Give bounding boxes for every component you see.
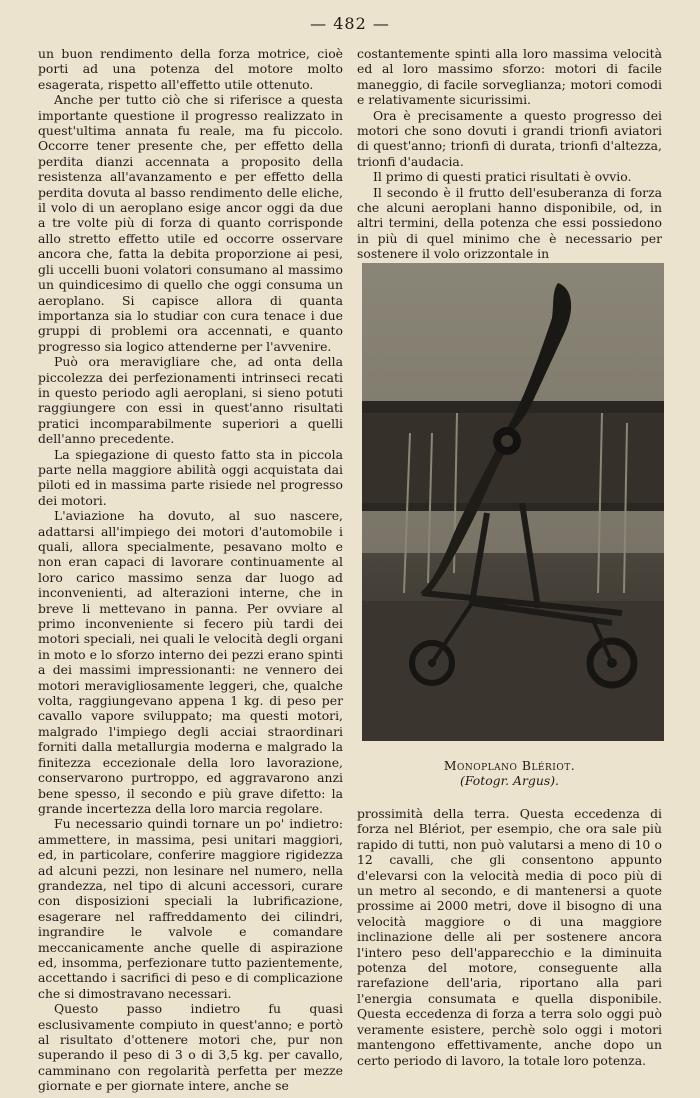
paragraph: Il secondo è il frutto dell'esuberanza di forza che alcuni aeroplani hanno disponibile, od, in altri termini, della potenza che essi possiedono in più di quel minimo che è necessario per sostenere il volo orizzontale in [357, 184, 662, 262]
paragraph: Fu necessario quindi tornare un po' indietro: ammettere, in massima, pesi unitari maggiori, ed, in particolare, conferire maggiore rigidezza ad alcuni pezzi, non lesinare nel numero, nella grandezza, nel tipo di alcuni accessori, curare con disposizioni speciali la lubrificazione, esagerare nel raffreddamento dei cilindri, ingrandire le valvole e comandare meccanicamente anche quelle di aspirazione ed, insomma, perfezionare tutto pazientemente, accettando i sacrifici di peso e di complicazione che si dimostravano necessari. [38, 816, 343, 1001]
right-column-top [357, 46, 662, 262]
paragraph: Può ora meravigliare che, ad onta della piccolezza dei perfezionamenti intrinseci recati in questo periodo agli aeroplani, si sieno potuti raggiungere con essi in quest'anno risultati pratici incomparabilmente superiori a quelli dell'anno precedente. [38, 354, 343, 447]
paragraph: costantemente spinti alla loro massima velocità ed al loro massimo sforzo: motori di facile maneggio, di facile sorveglianza; motori comodi e relativamente sicurissimi. [357, 46, 662, 108]
paragraph: Ora è precisamente a questo progresso dei motori che sono dovuti i grandi trionfi aviatori di quest'anno; trionfi di durata, trionfi d'altezza, trionfi d'audacia. [357, 107, 662, 169]
paragraph: un buon rendimento della forza motrice, cioè porti ad una potenza del motore molto esagerata, rispetto all'effetto utile ottenuto. [38, 46, 343, 92]
page-number: — 482 — [310, 14, 390, 33]
left-column [38, 46, 343, 1094]
paragraph: La spiegazione di questo fatto sta in piccola parte nella maggiore abilità oggi acquistata dai piloti ed in massima parte risiede nel progresso dei motori. [38, 446, 343, 508]
right-column-bottom [357, 806, 662, 1068]
paragraph: Il primo di questi pratici risultati è ovvio. [373, 169, 632, 185]
figure-caption-credit: (Fotogr. Argus). [460, 773, 559, 788]
figure-caption [357, 758, 662, 788]
monoplane-photo-illustration [362, 263, 664, 741]
paragraph: Questo passo indietro fu quasi esclusivamente compiuto in quest'anno; e portò al risultato d'ottenere motori che, pur non superando il peso di 3 o di 3,5 kg. per cavallo, camminano con regolarità perfetta per mezze giornate e per giornate intere, anche se [38, 1001, 343, 1094]
paragraph: L'aviazione ha dovuto, al suo nascere, adattarsi all'impiego dei motori d'automobile i quali, allora specialmente, pesavano molto e non eran capaci di lavorare continuamente al loro carico massimo senza dar luogo ad inconvenienti, ad alterazioni interne, che in breve li mettevano in panna. Per ovviare al primo inconveniente si fecero più tardi dei motori speciali, nei quali le velocità degli organi in moto e lo sforzo interno dei pezzi erano spinti a dei massimi impressionanti: ne vennero dei motori meravigliosamente leggeri, che, qualche volta, raggiungevano appena 1 kg. di peso per cavallo vapore sviluppato; ma questi motori, malgrado l'impiego degli acciai straordinari forniti dalla metallurgia moderna e malgrado la finitezza eccezionale della loro lavorazione, conservarono purtroppo, ed aggravarono anzi bene spesso, il secondo e più grave difetto: la grande incertezza della loro marcia regolare. [38, 508, 343, 816]
paragraph: Anche per tutto ciò che si riferisce a questa importante questione il progresso realizzato in quest'ultima annata fu reale, ma fu piccolo. Occorre tener presente che, per effetto della perdita dianzi accennata a proposito della resistenza all'avanzamento e per effetto della perdita dovuta al basso rendimento delle eliche, il volo di un aeroplano esige ancor oggi da due a tre volte più di forza di quanto corrisponde allo stretto effetto utile ed occorre osservare ancora che, fatta la debita proporzione ai pesi, gli uccelli buoni volatori consumano al massimo un quindicesimo di quello che oggi consuma un aeroplano. Si capisce allora di quanta importanza sia lo studiar con cura tenace i due gruppi di problemi ora accennati, e quanto progresso sia logico attenderne per l'avvenire. [38, 92, 343, 354]
paragraph: prossimità della terra. Questa eccedenza di forza nel Blériot, per esempio, che ora sale più rapido di tutti, non può valutarsi a meno di 10 o 12 cavalli, che gli consentono appunto d'elevarsi con la velocità media di poco più di un metro al secondo, e di mantenersi a quote prossime ai 2000 metri, dove il bisogno di una velocità maggiore o di una maggiore inclinazione delle ali per sostenere ancora l'intero peso dell'apparecchio e la diminuita potenza del motore, conseguente alla rarefazione dell'aria, riportano alla pari l'energia consumata e quella disponibile. Questa eccedenza di forza a terra solo oggi può veramente esistere, perchè solo oggi i motori mantengono effettivamente, anche dopo un certo periodo di lavoro, la totale loro potenza. [357, 806, 662, 1068]
figure-caption-title: Monoplano Blériot. [443, 758, 576, 773]
biplane-photo [362, 263, 664, 741]
